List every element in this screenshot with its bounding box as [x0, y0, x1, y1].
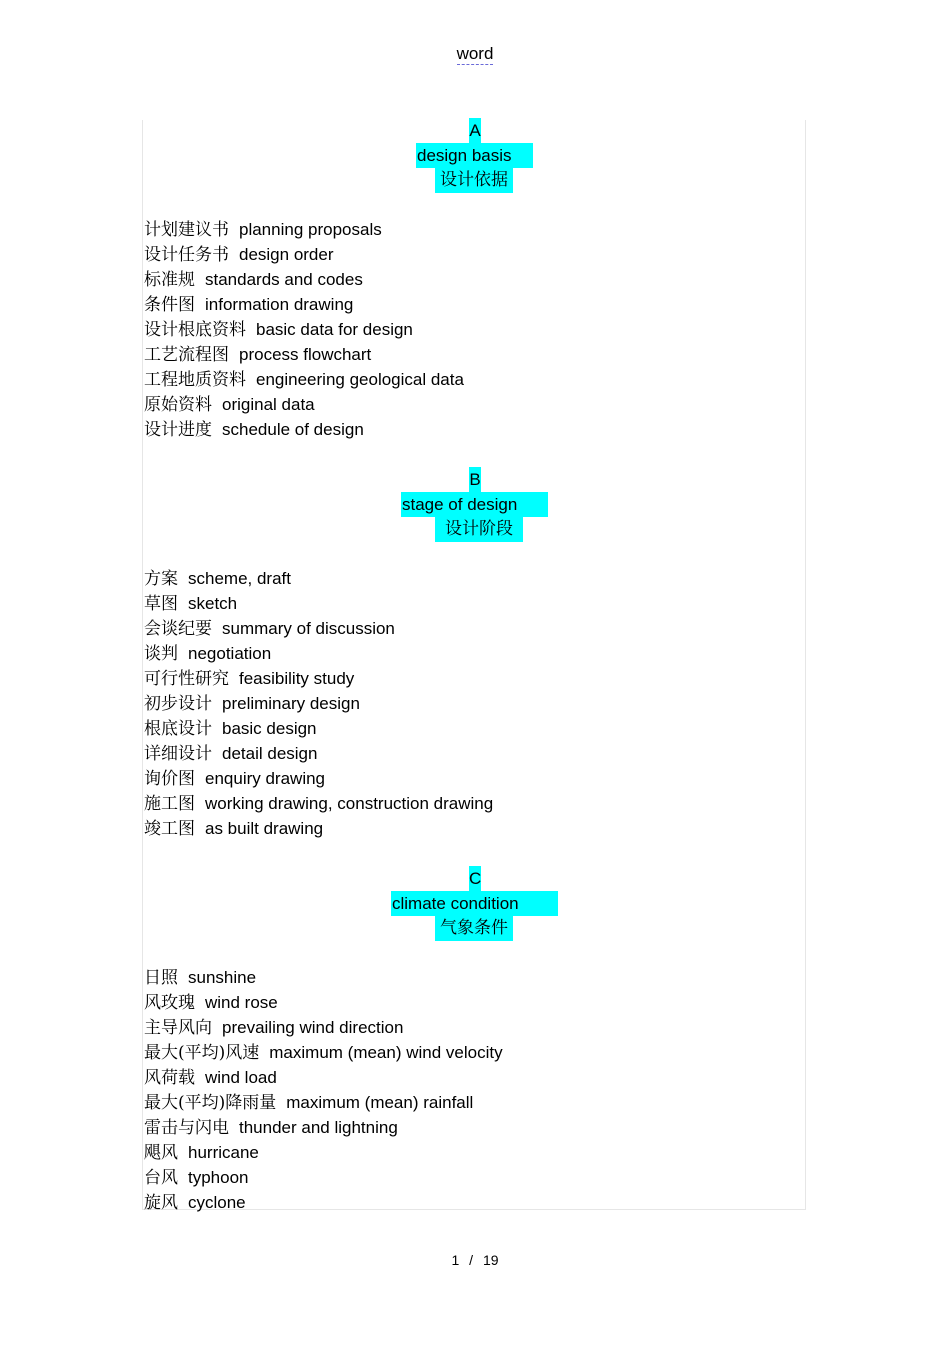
section-letter: C: [469, 866, 481, 891]
header-title: word: [456, 44, 494, 63]
term-en: wind load: [205, 1068, 277, 1087]
term-zh: 旋风: [144, 1193, 178, 1213]
term-zh: 工艺流程图: [144, 345, 229, 365]
term-zh: 根底设计: [144, 719, 212, 739]
section-title-zh: 气象条件: [435, 916, 513, 941]
term-zh: 最大(平均)降雨量: [144, 1093, 277, 1113]
list-item: [144, 616, 493, 641]
list-item: [144, 816, 493, 841]
term-en: working drawing, construction drawing: [205, 794, 494, 813]
section-c: [0, 866, 950, 1213]
term-zh: 详细设计: [144, 744, 212, 764]
section-heading: [0, 467, 950, 542]
list-item: [144, 716, 493, 741]
list-item: [144, 591, 493, 616]
term-en: typhoon: [188, 1168, 249, 1187]
list-item: [144, 242, 464, 267]
term-zh: 设计进度: [144, 420, 212, 440]
term-zh: 设计任务书: [144, 245, 229, 265]
section-heading: [0, 118, 950, 193]
section-title-en: design basis: [416, 143, 533, 168]
term-en: enquiry drawing: [205, 769, 326, 788]
term-en: standards and codes: [205, 270, 363, 289]
list-item: [144, 566, 493, 591]
term-zh: 会谈纪要: [144, 619, 212, 639]
term-zh: 风荷载: [144, 1068, 195, 1088]
term-en: design order: [239, 245, 334, 264]
page-current: 1: [451, 1252, 460, 1268]
term-en: basic design: [222, 719, 317, 738]
list-item: [144, 367, 464, 392]
term-en: process flowchart: [239, 345, 372, 364]
section-a: [0, 118, 950, 440]
list-item: [144, 267, 464, 292]
term-en: sketch: [188, 594, 238, 613]
term-zh: 询价图: [144, 769, 195, 789]
term-zh: 方案: [144, 569, 178, 589]
list-item: [144, 965, 503, 990]
list-item: [144, 317, 464, 342]
term-zh: 条件图: [144, 295, 195, 315]
term-zh: 谈判: [144, 644, 178, 664]
term-zh: 计划建议书: [144, 220, 229, 240]
term-en: hurricane: [188, 1143, 259, 1162]
term-en: information drawing: [205, 295, 354, 314]
term-en: scheme, draft: [188, 569, 291, 588]
list-item: [144, 1190, 503, 1215]
section-letter: A: [469, 118, 481, 143]
list-item: [144, 990, 503, 1015]
term-zh: 风玫瑰: [144, 993, 195, 1013]
term-zh: 飓风: [144, 1143, 178, 1163]
list-item: [144, 741, 493, 766]
list-item: [144, 1065, 503, 1090]
term-zh: 原始资料: [144, 395, 212, 415]
term-zh: 标准规: [144, 270, 195, 290]
section-b: [0, 467, 950, 839]
list-item: [144, 1165, 503, 1190]
list-item: [144, 641, 493, 666]
term-en: engineering geological data: [256, 370, 464, 389]
term-zh: 台风: [144, 1168, 178, 1188]
list-item: [144, 1140, 503, 1165]
term-en: as built drawing: [205, 819, 324, 838]
term-en: prevailing wind direction: [222, 1018, 404, 1037]
list-item: [144, 666, 493, 691]
list-item: [144, 691, 493, 716]
term-list: [144, 217, 464, 442]
term-en: preliminary design: [222, 694, 360, 713]
section-title-zh: 设计阶段: [435, 517, 523, 542]
term-en: wind rose: [205, 993, 278, 1012]
list-item: [144, 342, 464, 367]
term-en: maximum (mean) wind velocity: [269, 1043, 503, 1062]
term-en: planning proposals: [239, 220, 382, 239]
list-item: [144, 392, 464, 417]
term-en: maximum (mean) rainfall: [286, 1093, 474, 1112]
term-zh: 日照: [144, 968, 178, 988]
term-en: basic data for design: [256, 320, 413, 339]
term-zh: 初步设计: [144, 694, 212, 714]
term-zh: 草图: [144, 594, 178, 614]
list-item: [144, 292, 464, 317]
page-number: [0, 1252, 950, 1268]
list-item: [144, 1015, 503, 1040]
page-total: 19: [482, 1252, 499, 1268]
section-letter: B: [469, 467, 481, 492]
term-zh: 设计根底资料: [144, 320, 246, 340]
term-en: thunder and lightning: [239, 1118, 398, 1137]
list-item: [144, 1040, 503, 1065]
term-en: original data: [222, 395, 315, 414]
list-item: [144, 417, 464, 442]
list-item: [144, 1115, 503, 1140]
term-en: summary of discussion: [222, 619, 395, 638]
list-item: [144, 217, 464, 242]
term-zh: 可行性研究: [144, 669, 229, 689]
term-zh: 主导风向: [144, 1018, 212, 1038]
term-zh: 雷击与闪电: [144, 1118, 229, 1138]
section-title-zh: 设计依据: [435, 168, 513, 193]
term-en: detail design: [222, 744, 318, 763]
section-title-en: stage of design: [401, 492, 548, 517]
term-list: [144, 965, 503, 1215]
term-zh: 最大(平均)风速: [144, 1043, 260, 1063]
term-en: sunshine: [188, 968, 257, 987]
term-en: cyclone: [188, 1193, 246, 1212]
term-zh: 施工图: [144, 794, 195, 814]
document-header: [0, 44, 950, 64]
term-zh: 工程地质资料: [144, 370, 246, 390]
list-item: [144, 791, 493, 816]
list-item: [144, 766, 493, 791]
term-en: schedule of design: [222, 420, 364, 439]
term-list: [144, 566, 493, 841]
term-zh: 竣工图: [144, 819, 195, 839]
section-title-en: climate condition: [391, 891, 558, 916]
term-en: feasibility study: [239, 669, 355, 688]
list-item: [144, 1090, 503, 1115]
term-en: negotiation: [188, 644, 272, 663]
page-separator: /: [469, 1252, 474, 1268]
section-heading: [0, 866, 950, 941]
